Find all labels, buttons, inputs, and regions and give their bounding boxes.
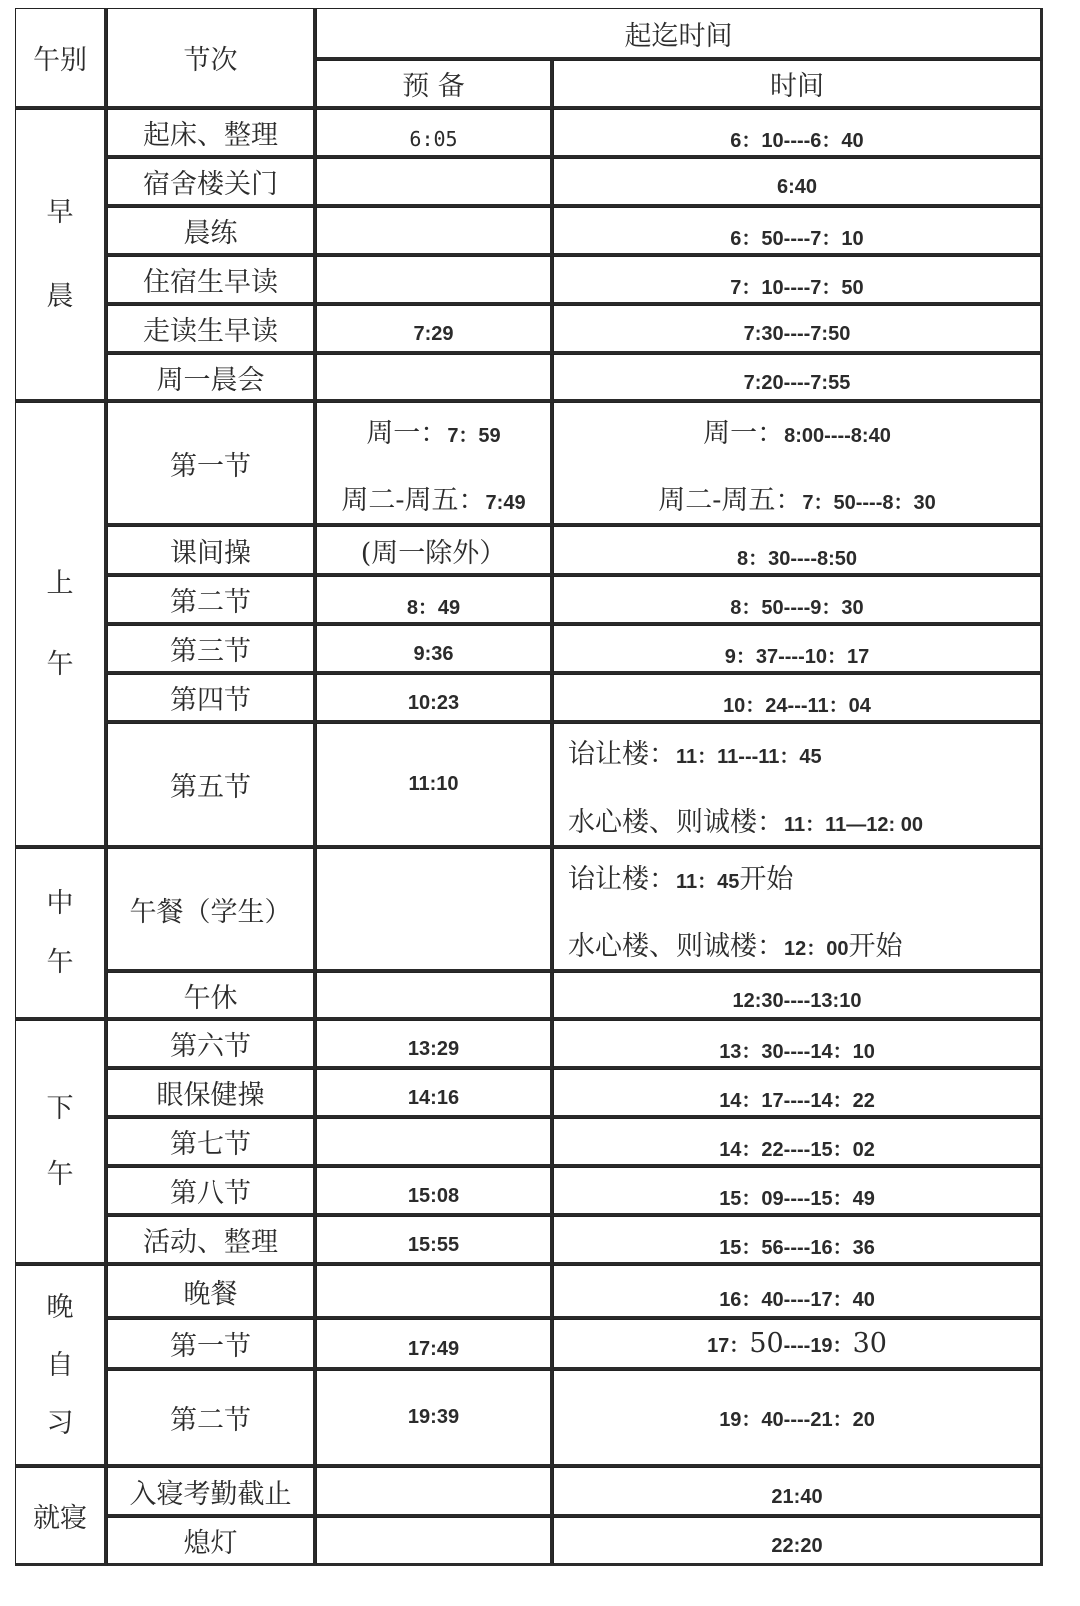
prep-cell: (周一除外） — [316, 526, 553, 576]
session-cell: 入寝考勤截止 — [107, 1467, 316, 1517]
period-evening — [15, 1265, 107, 1467]
period-char: 午 — [46, 947, 74, 978]
session-cell: 课间操 — [107, 526, 316, 576]
period-noon — [15, 848, 107, 1020]
time-cell: 15：09----15：49 — [553, 1167, 1043, 1216]
prep-cell: 9:36 — [316, 625, 553, 674]
time-line-monday — [703, 411, 891, 450]
time-cell: 8：30----8:50 — [553, 526, 1043, 576]
prep-label: 周一： — [366, 418, 448, 449]
prep-cell: 15:55 — [316, 1216, 553, 1265]
time-label: 周二-周五： — [658, 485, 803, 516]
period-char: 晚 — [46, 1291, 74, 1323]
prep-cell: 13:29 — [316, 1020, 553, 1069]
time-cell: 21:40 — [553, 1467, 1043, 1517]
time-cell: 7：10----7：50 — [553, 256, 1043, 305]
time-cell: 6：10----6：40 — [553, 109, 1043, 158]
time-cell: 12:30----13:10 — [553, 972, 1043, 1020]
header-prep: 预 备 — [316, 60, 553, 109]
prep-cell — [316, 972, 553, 1020]
period-char: 中 — [46, 888, 74, 919]
session-cell: 走读生早读 — [107, 305, 316, 354]
prep-value: 7：59 — [447, 425, 501, 447]
period-char: 午 — [46, 1158, 74, 1190]
prep-cell: 11:10 — [316, 723, 553, 848]
session-cell: 熄灯 — [107, 1517, 316, 1566]
header-time: 时间 — [553, 60, 1043, 109]
time-cell — [553, 1319, 1043, 1370]
session-cell: 第二节 — [107, 576, 316, 625]
prep-cell: 7:29 — [316, 305, 553, 354]
session-cell: 周一晨会 — [107, 354, 316, 402]
prep-cell — [316, 1517, 553, 1566]
session-cell: 第三节 — [107, 625, 316, 674]
prep-value: 7:49 — [485, 492, 526, 514]
prep-cell — [316, 848, 553, 972]
prep-cell — [316, 1467, 553, 1517]
header-time-group: 起迄时间 — [316, 8, 1043, 60]
time-suffix: 开始 — [848, 931, 903, 962]
session-cell: 第七节 — [107, 1118, 316, 1167]
prep-label: 周二-周五： — [341, 485, 486, 516]
time-value: 12：00 — [784, 938, 849, 960]
period-morning — [15, 402, 107, 848]
prep-cell — [316, 402, 553, 526]
session-cell: 晨练 — [107, 207, 316, 256]
time-cell: 6:40 — [553, 158, 1043, 207]
time-suffix: 开始 — [739, 864, 794, 895]
session-cell: 晚餐 — [107, 1265, 316, 1319]
prep-cell — [316, 1265, 553, 1319]
time-value: 7：50----8：30 — [802, 492, 936, 514]
session-cell: 宿舍楼关门 — [107, 158, 316, 207]
prep-cell: 6:05 — [316, 109, 553, 158]
session-cell: 第一节 — [107, 402, 316, 526]
time-line-yirang — [568, 732, 822, 771]
prep-line-monday — [366, 411, 500, 450]
session-cell: 活动、整理 — [107, 1216, 316, 1265]
header-session: 节次 — [107, 8, 316, 109]
time-cell — [553, 723, 1043, 848]
time-cell: 14：22----15：02 — [553, 1118, 1043, 1167]
prep-cell — [316, 354, 553, 402]
time-value: 11：45 — [676, 871, 740, 893]
time-cell: 19：40----21：20 — [553, 1370, 1043, 1467]
time-line-weekday — [658, 478, 936, 517]
prep-cell — [316, 256, 553, 305]
prep-cell: 17:49 — [316, 1319, 553, 1370]
prep-cell: 10:23 — [316, 674, 553, 723]
time-cell: 8：50----9：30 — [553, 576, 1043, 625]
time-label: 诒让楼： — [568, 739, 676, 770]
header-period: 午别 — [15, 8, 107, 109]
prep-cell — [316, 207, 553, 256]
session-cell: 第一节 — [107, 1319, 316, 1370]
time-value: 11：11---11：45 — [676, 746, 822, 768]
time-part: 17： — [707, 1335, 750, 1357]
time-part: 30 — [852, 1328, 887, 1359]
period-char: 午 — [46, 649, 74, 680]
time-cell: 13：30----14：10 — [553, 1020, 1043, 1069]
period-morning-early — [15, 109, 107, 402]
period-char: 上 — [46, 568, 74, 599]
session-cell: 住宿生早读 — [107, 256, 316, 305]
time-label: 水心楼、则诚楼： — [568, 931, 784, 962]
time-cell — [553, 402, 1043, 526]
time-value: 11：11—12: 00 — [784, 814, 923, 836]
period-char: 自 — [46, 1349, 74, 1381]
session-cell: 第五节 — [107, 723, 316, 848]
time-cell: 15：56----16：36 — [553, 1216, 1043, 1265]
session-cell: 第六节 — [107, 1020, 316, 1069]
prep-cell: 15:08 — [316, 1167, 553, 1216]
period-char: 习 — [46, 1407, 74, 1439]
time-cell: 14：17----14：22 — [553, 1069, 1043, 1118]
time-line-shuixin — [568, 924, 903, 963]
time-part: 50 — [749, 1328, 784, 1359]
time-cell: 6：50----7：10 — [553, 207, 1043, 256]
period-sleep: 就寝 — [15, 1467, 107, 1566]
session-cell: 眼保健操 — [107, 1069, 316, 1118]
prep-line-weekday — [341, 478, 525, 517]
time-cell: 22:20 — [553, 1517, 1043, 1566]
session-cell: 第二节 — [107, 1370, 316, 1467]
session-cell: 起床、整理 — [107, 109, 316, 158]
time-label: 诒让楼： — [568, 864, 676, 895]
session-cell: 第八节 — [107, 1167, 316, 1216]
session-cell: 午餐（学生） — [107, 848, 316, 972]
prep-cell: 14:16 — [316, 1069, 553, 1118]
time-part: ----19： — [783, 1335, 853, 1357]
prep-cell — [316, 1118, 553, 1167]
session-cell: 第四节 — [107, 674, 316, 723]
period-char: 下 — [46, 1093, 74, 1125]
prep-cell: 8：49 — [316, 576, 553, 625]
time-line-shuixin — [568, 800, 923, 839]
time-label: 水心楼、则诚楼： — [568, 807, 784, 838]
session-cell: 午休 — [107, 972, 316, 1020]
time-cell: 7:30----7:50 — [553, 305, 1043, 354]
time-cell — [553, 848, 1043, 972]
time-label: 周一： — [703, 418, 785, 449]
time-cell: 7:20----7:55 — [553, 354, 1043, 402]
period-char: 晨 — [46, 281, 74, 313]
prep-cell — [316, 158, 553, 207]
period-char: 早 — [46, 196, 74, 228]
time-cell: 10：24---11：04 — [553, 674, 1043, 723]
time-cell: 9：37----10：17 — [553, 625, 1043, 674]
period-afternoon — [15, 1020, 107, 1265]
time-line-yirang — [568, 857, 793, 896]
time-cell: 16：40----17：40 — [553, 1265, 1043, 1319]
prep-cell: 19:39 — [316, 1370, 553, 1467]
time-value: 8:00----8:40 — [784, 425, 891, 447]
